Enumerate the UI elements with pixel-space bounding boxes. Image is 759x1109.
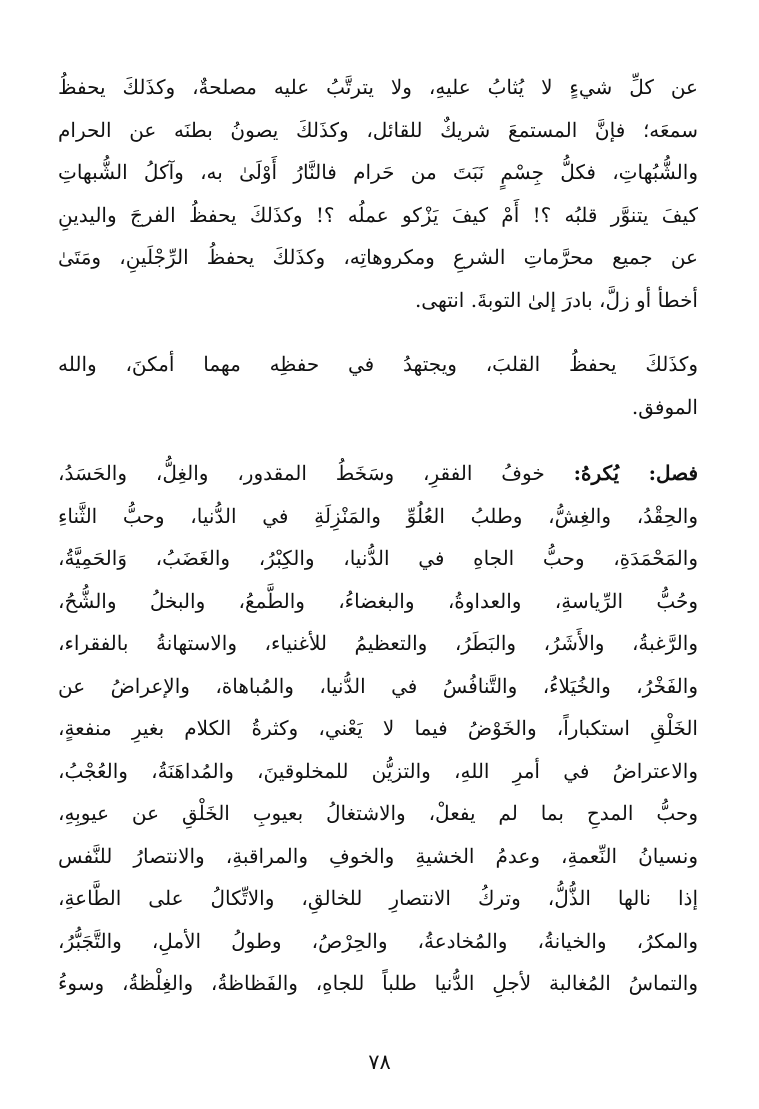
text-line: والاعتراضُ في أمرِ اللهِ، والتزيُّن للمخلوقينَ، والمُداهَنَةُ، والعُجْبُ، — [58, 758, 698, 783]
text-line: الموفق. — [631, 394, 698, 419]
paragraph-1 — [58, 66, 698, 321]
text-line: إذا نالها الذُّلُّ، وتركُ الانتصارِ للخالقِ، والاتِّكالُ على الطَّاعةِ، — [58, 886, 698, 910]
text-line: والحِقْدُ، والغِشُّ، وطلبُ العُلُوِّ والمَنْزِلَةِ في الدُّنيا، وحبُّ الثَّناءِ — [58, 503, 698, 528]
text-line: وحُبُّ الرِّياسةِ، والعداوةُ، والبغضاءُ، والطَّمعُ، والبخلُ والشُّحُ، — [58, 588, 698, 613]
text-line: والرَّغبةُ، والأَشَرُ، والبَطَرُ، والتعظيمُ للأغنياء، والاستهانةُ بالفقراء، — [58, 631, 698, 655]
text-line: الخَلْقِ استكباراً، والخَوْضُ فيما لا يَعْني، وكثرةُ الكلام بغيرِ منفعةٍ، — [58, 716, 698, 740]
text-line: ونسيانُ النِّعمةِ، وعدمُ الخشيةِ والخوفِ والمراقبةِ، والانتصارُ للنَّفس — [58, 843, 698, 868]
text-line: والتماسُ المُغالبة لأجلِ الدُّنيا طلباً للجاهِ، والفَظاظةُ، والغِلْظةُ، وسوءُ — [58, 971, 698, 995]
text-line: عن كلِّ شيءٍ لا يُثابُ عليهِ، ولا يترتَّبُ عليه مصلحةٌ، وكذَلكَ يحفظُ — [58, 75, 698, 99]
text-line: سمعَه؛ فإنَّ المستمعَ شريكٌ للقائل، وكذَلكَ يصونُ بطنَه عن الحرام — [58, 117, 698, 142]
text-line — [58, 452, 698, 495]
paragraph-3 — [58, 452, 698, 1005]
text-line: عن جميع محرَّماتِ الشرعِ ومكروهاتِه، وكذَلكَ يحفظُ الرِّجْلَينِ، ومَتَىٰ — [58, 245, 698, 269]
text-line: والمَحْمَدَةِ، وحبُّ الجاهِ في الدُّنيا، والكِبْرُ، والغَضَبُ، وَالحَمِيَّةُ، — [58, 546, 698, 570]
text-line: والفَخْرُ، والخُيَلاءُ، والتَّنافُسُ في الدُّنيا، والمُباهاة، والإعراضُ عن — [58, 673, 698, 698]
page-body — [58, 66, 698, 1005]
section-heading: فصل: يُكرهُ: — [573, 461, 698, 485]
text-line: والمكرُ، والخيانةُ، والمُخادعةُ، والحِرْصُ، وطولُ الأملِ، والتَّجَبُّرُ، — [58, 928, 698, 953]
text-line: والشُّبُهاتِ، فكلُّ جِسْمٍ نَبَتَ من حَرام فالنَّارُ أَوْلَىٰ به، وآكلُ الشُّبهاتِ — [58, 160, 698, 184]
text-line: وكذَلكَ يحفظُ القلبَ، ويجتهدُ في حفظِه مهما أمكنَ، والله — [58, 352, 698, 376]
text-line: وحبُّ المدحِ بما لم يفعلْ، والاشتغالُ بعيوبِ الخَلْقِ عن عيوبِهِ، — [58, 801, 698, 825]
text-line: أخطأ أو زلَّ، بادرَ إلىٰ التوبةَ. انتهى. — [414, 287, 698, 312]
heading-line-rest: خوفُ الفقرِ، وسَخَطُ المقدور، والغِلُّ، والحَسَدُ، — [58, 461, 545, 485]
paragraph-2 — [58, 343, 698, 428]
text-line: كيفَ يتنوَّر قلبُه ؟! أَمْ كيفَ يَزْكو عملُه ؟! وكذَلكَ يحفظُ الفرجَ واليدينِ — [58, 202, 698, 227]
page-number: ٧٨ — [368, 1050, 391, 1074]
